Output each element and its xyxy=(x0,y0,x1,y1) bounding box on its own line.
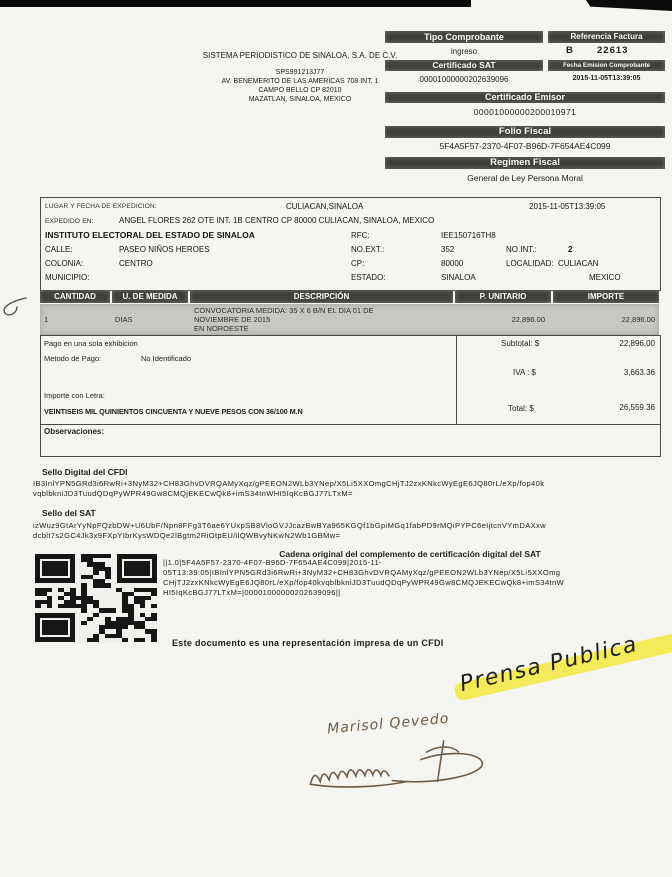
tipo-comprobante-header: Tipo Comprobante xyxy=(385,31,543,43)
metodo-pago-label: Metodo de Pago: xyxy=(44,354,102,363)
folio-fiscal-header: Folio Fiscal xyxy=(385,126,665,138)
emitter-address-line1: AV. BENEMERITO DE LAS AMERICAS 708 INT. 1 xyxy=(221,78,379,85)
receiver-name: INSTITUTO ELECTORAL DEL ESTADO DE SINALOA xyxy=(45,230,255,240)
expedido-en-label: EXPEDIDO EN: xyxy=(45,218,94,225)
sello-sat-label: Sello del SAT xyxy=(42,508,96,518)
scan-artifact-top-left xyxy=(0,0,471,7)
stamp-container xyxy=(448,626,672,711)
totals-box xyxy=(40,335,661,425)
certificado-sat-header: Certificado SAT xyxy=(385,60,543,71)
qr-finder-bottom-left xyxy=(35,613,75,642)
folio-fiscal-value: 5F4A5F57-2370-4F07-B96D-7F654AE4C099 xyxy=(439,141,611,151)
item-descripcion-line1: CONVOCATORIA MEDIDA: 35 X 6 B/N EL DIA 01 DE xyxy=(194,306,374,315)
cadena-line1: ||1.0|5F4A5F57-2370-4F07-B96D-7F654AE4C099|2015-11- xyxy=(163,558,382,567)
sello-cfdi-line1: IB3InlYPN5GRd3i6RwRi+3NyM32+CH83GhvDVRQAMyXqz/gPEEON2WLb3YNep/X5Li5XXOmgCHjTJ2zxKNkcWyEgE6JQ80rL/eXp/fop40k xyxy=(33,479,545,488)
fecha-expedicion-value: 2015-11-05T13:39:05 xyxy=(529,202,606,211)
pais-value: MEXICO xyxy=(589,273,621,282)
emitter-address-line3: MAZATLAN, SINALOA, MEXICO xyxy=(248,96,352,103)
calle-label: CALLE: xyxy=(45,245,73,254)
col-header-unidad: U. DE MEDIDA xyxy=(112,290,188,303)
expedido-en-value: ANGEL FLORES 262 OTE INT. 1B CENTRO CP 80000 CULIACAN, SINALOA, MEXICO xyxy=(119,216,435,225)
tipo-comprobante-value: ingreso xyxy=(450,47,478,56)
qr-finder-top-left xyxy=(35,554,75,583)
calle-value: PASEO NIÑOS HEROES xyxy=(119,245,210,254)
qr-code xyxy=(35,554,157,642)
item-importe: 22,896.00 xyxy=(621,315,655,324)
signature-name: Marisol Qevedo xyxy=(326,710,450,738)
cfdi-legend: Este documento es una representación impresa de un CFDI xyxy=(172,638,444,648)
col-header-punitario: P. UNITARIO xyxy=(455,290,551,303)
cadena-line3: CHjTJ2zxKNkcWyEgE6JQ80rL/eXp/fop40kvqblbkniJD3TuudQDqPyWPR49Gw8CMQJEKECwQk8+imS34tnW xyxy=(163,578,565,587)
referencia-folio-value: 22613 xyxy=(597,45,629,56)
referencia-serie-value: B xyxy=(566,45,573,56)
emitter-address-line2: CAMPO BELLO CP 82010 xyxy=(258,87,342,94)
noext-value: 352 xyxy=(441,245,455,254)
sello-sat-line2: dcblt7s2GC4Jk3x9FXpYIbrKysWDQe2lBgtm2RiOtpEU/ilQWBvyNKwN2Wb1GBMw= xyxy=(33,531,341,540)
item-punitario: 22,896.00 xyxy=(511,315,545,324)
lugar-fecha-value: CULIACAN,SINALOA xyxy=(286,202,364,211)
observaciones-label: Observaciones: xyxy=(44,427,105,436)
noint-label: NO.INT.: xyxy=(506,245,537,254)
subtotal-label: Subtotal: $ xyxy=(501,339,540,348)
emitter-rfc: SPS991213J77 xyxy=(275,69,325,76)
importe-letra-value: VEINTISEIS MIL QUINIENTOS CINCUENTA Y NUEVE PESOS CON 36/100 M.N xyxy=(44,407,303,416)
signature-block xyxy=(295,710,515,794)
lugar-fecha-label: LUGAR Y FECHA DE EXPEDICION: xyxy=(45,203,157,210)
estado-value: SINALOA xyxy=(441,273,476,282)
item-cantidad: 1 xyxy=(44,315,49,324)
col-header-importe: IMPORTE xyxy=(553,290,659,303)
sello-cfdi-label: Sello Digital del CFDI xyxy=(42,467,128,477)
subtotal-value: 22,896.00 xyxy=(619,339,655,348)
rfc-label: RFC: xyxy=(351,231,370,240)
qr-finder-top-right xyxy=(117,554,157,583)
observaciones-box xyxy=(40,424,661,457)
stamp-text: Prensa Publica xyxy=(457,631,641,698)
item-descripcion-line2: NOVIEMBRE DE 2015 xyxy=(194,315,271,324)
signature-scribble xyxy=(293,727,506,797)
localidad-label: LOCALIDAD: xyxy=(506,259,554,268)
total-label: Total: $ xyxy=(508,404,534,413)
receiver-box xyxy=(40,197,661,291)
sello-cfdi-line2: vqblbkniJD3TuudQDqPyWPR49Gw8CMQjEKECwQk8+imS34tnWHI5IqKcBGJ77LTxM= xyxy=(33,489,353,498)
regimen-fiscal-value: General de Ley Persona Moral xyxy=(467,173,583,183)
colonia-label: COLONIA: xyxy=(45,259,84,268)
referencia-factura-header: Referencia Factura xyxy=(548,31,665,43)
col-header-descripcion: DESCRIPCIÓN xyxy=(190,290,453,303)
noint-value: 2 xyxy=(568,245,573,254)
regimen-fiscal-header: Regimen Fiscal xyxy=(385,157,665,169)
sello-sat-line1: izWuz9GtArYyNpFQzbDW+U6UbF/Npn8FFg3T6ae6YUxpSB8VloGVJJcazBwBYa965KGQf1bGpiMGq1fabPD9rMQiPYPC6eIjtcnVYmDAXxw xyxy=(33,521,547,530)
estado-label: ESTADO: xyxy=(351,273,386,282)
cadena-line4: HI5IqKcBGJ77LTxM=|00001000000202639096|| xyxy=(163,588,341,597)
iva-label: IVA : $ xyxy=(513,368,536,377)
noext-label: NO.EXT.: xyxy=(351,245,385,254)
rfc-value: IEE150716TH8 xyxy=(441,231,496,240)
certificado-sat-value: 00001000000202639096 xyxy=(419,75,509,84)
certificado-emisor-value: 00001000000200010971 xyxy=(473,107,577,117)
municipio-label: MUNICIPIO: xyxy=(45,273,90,282)
fecha-emision-header: Fecha Emision Comprobante xyxy=(548,60,665,71)
total-value: 26,559.36 xyxy=(619,403,655,412)
fecha-emision-value: 2015-11-05T13:39:05 xyxy=(572,75,641,82)
scan-artifact-top-right xyxy=(586,0,672,11)
cadena-line2: 05T13:39:05|IBInlYPN5GRd3i6RwRi+3NyM32+CH83GhvDVRQAMyXqz/gPEEON2WLb3YNep/X5Li5XXOmg xyxy=(163,568,561,577)
item-unidad: DIAS xyxy=(115,315,133,324)
totals-divider xyxy=(456,336,457,424)
emitter-name: SISTEMA PERIODISTICO DE SINALOA, S.A. DE C.V. xyxy=(202,51,398,60)
colonia-value: CENTRO xyxy=(119,259,153,268)
metodo-pago-value: No Identificado xyxy=(141,354,192,363)
localidad-value: CULIACAN xyxy=(558,259,599,268)
importe-letra-label: Importe con Letra: xyxy=(44,391,105,400)
col-header-cantidad: CANTIDAD xyxy=(40,290,110,303)
certificado-emisor-header: Certificado Emisor xyxy=(385,92,665,103)
item-row xyxy=(40,304,659,335)
cadena-label: Cadena original del complemento de certificación digital del SAT xyxy=(279,549,541,559)
item-descripcion-line3: EN NOROESTE xyxy=(194,324,249,333)
pago-text: Pago en una sola exhibicion xyxy=(44,339,138,348)
cp-label: CP: xyxy=(351,259,365,268)
margin-pen-mark xyxy=(0,293,30,325)
iva-value: 3,663.36 xyxy=(623,368,655,377)
cp-value: 80000 xyxy=(441,259,464,268)
